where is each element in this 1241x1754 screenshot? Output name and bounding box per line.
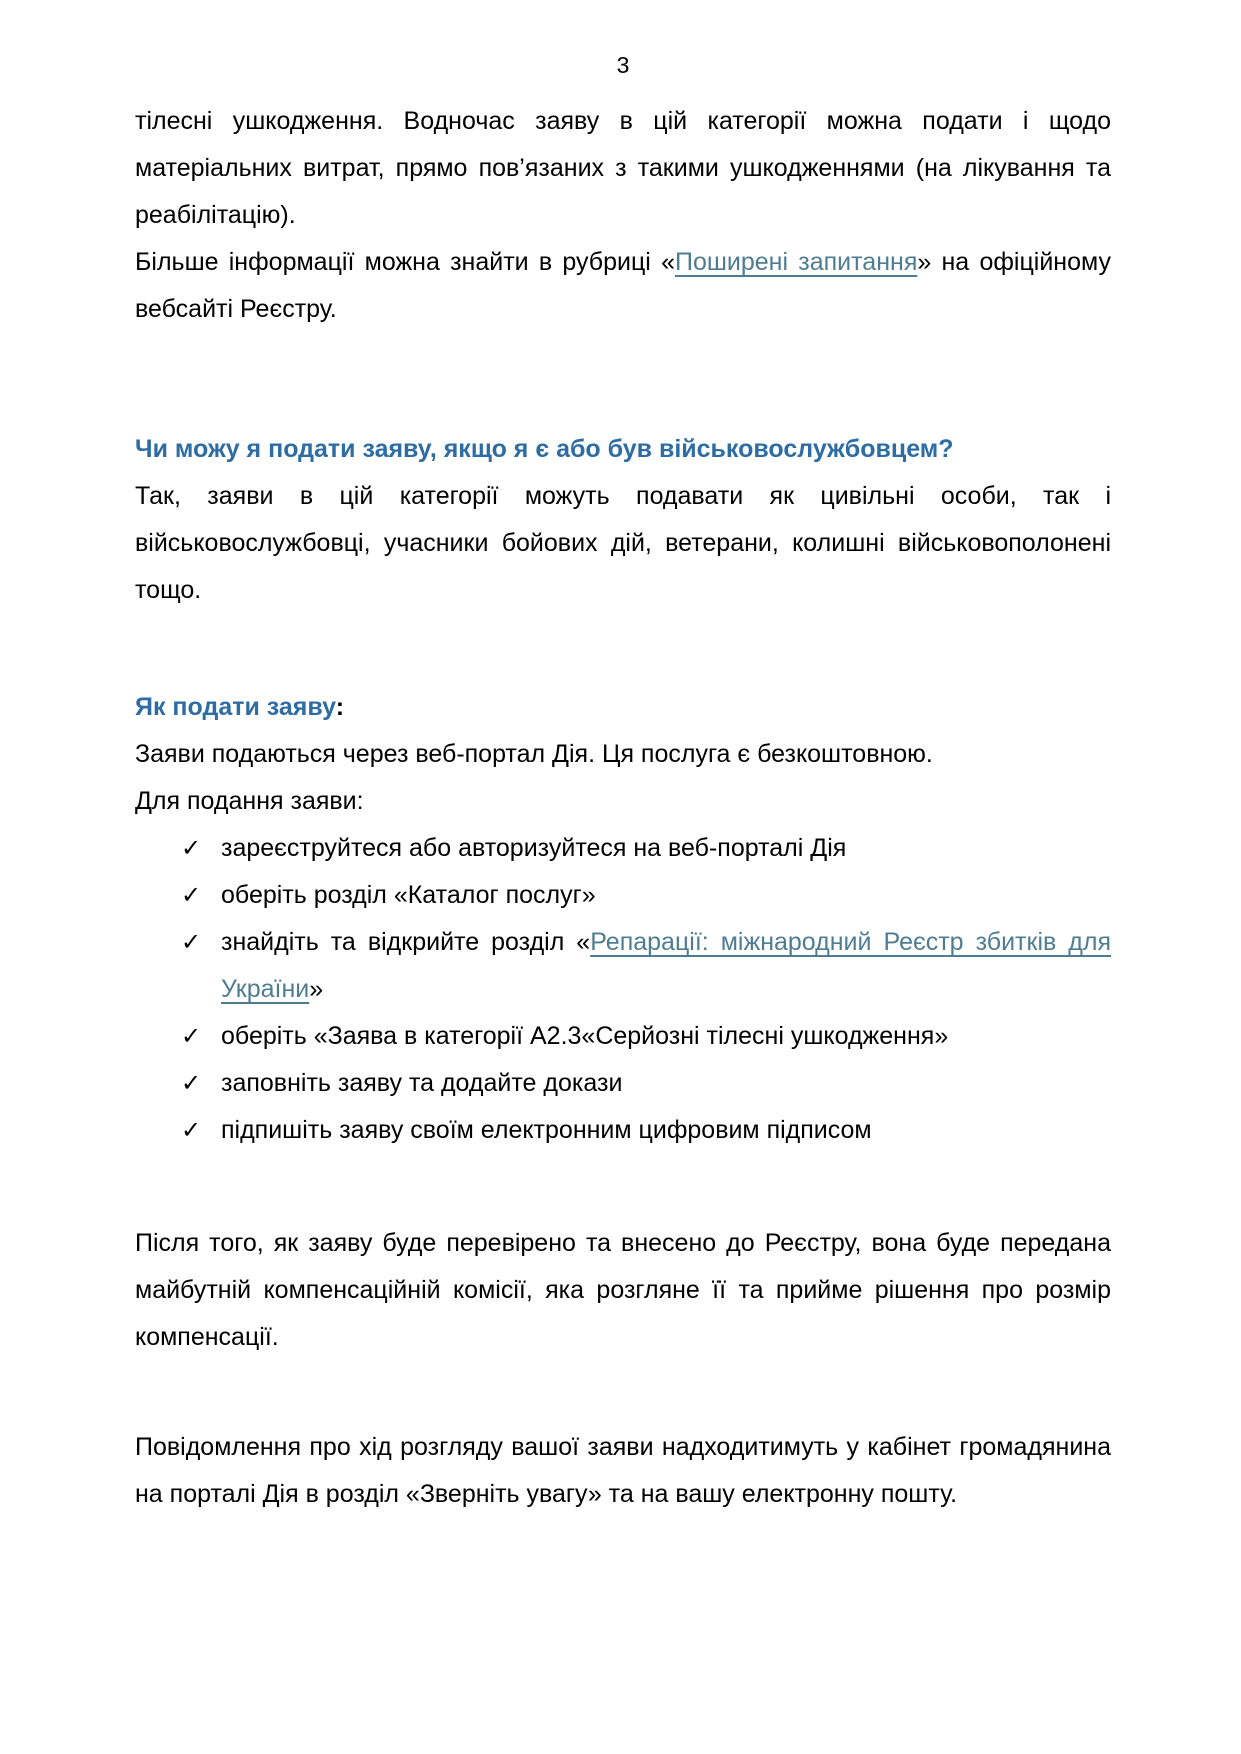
page-number: 3 [616,52,630,78]
heading-colon: : [335,693,345,721]
checkmark-icon: ✓ [181,835,202,862]
list-item [135,1107,1111,1154]
paragraph-diia-portal: Заяви подаються через веб-портал Дія. Ця послуга є безкоштовною. [135,740,933,768]
list-item-text: зареєструйтеся або авторизуйтеся на веб-порталі Дія [221,834,847,862]
list-item-text: оберіть розділ «Каталог послуг» [221,881,596,909]
list-item [135,1060,1111,1107]
paragraph-military-answer: Так, заяви в цій категорії можуть подавати як цивільні особи, так і військовослужбовці, учасники бойових дій, ветерани, колишні військовополонені тощо. [135,482,1111,604]
text-run: знайдіть та відкрийте розділ « [221,928,591,956]
paragraph-notifications: Повідомлення про хід розгляду вашої заяви надходитимуть у кабінет громадянина на порталі Дія в розділ «Зверніть увагу» та на вашу електронну пошту. [135,1433,1111,1508]
text-run: Більше інформації можна знайти в рубриці « [135,248,675,276]
register-section-link[interactable]: Репарації: міжнародний Реєстр збитків для України [221,928,1112,1003]
checkmark-icon: ✓ [181,882,202,909]
text-run: » на офіційному вебсайті Реєстру. [135,248,1111,323]
checkmark-icon: ✓ [181,1070,202,1097]
list-item-text: оберіть «Заява в категорії А2.3«Серйозні тілесні ушкодження» [221,1022,949,1050]
list-item-text: підпишіть заяву своїм електронним цифровим підписом [221,1116,872,1144]
list-item-text: заповніть заяву та додайте докази [221,1069,623,1097]
list-item [135,825,1111,872]
heading-military-question: Чи можу я подати заяву, якщо я є або був військовослужбовцем? [135,435,954,463]
steps-list [135,825,1111,1154]
list-item-text [221,919,1111,1013]
list-item [135,1013,1111,1060]
paragraph-intro-damage: тілесні ушкодження. Водночас заяву в цій категорії можна подати і щодо матеріальних витрат, прямо пов’язаних з такими ушкодженнями (на лікування та реабілітацію). [135,107,1111,229]
paragraph-steps-intro: Для подання заяви: [135,787,364,815]
heading-text: Як подати заяву [135,693,336,721]
document-content [135,50,1111,1518]
list-item [135,919,1111,1013]
heading-how-to-apply [135,684,1111,731]
checkmark-icon: ✓ [181,1117,202,1144]
checkmark-icon: ✓ [181,929,202,956]
paragraph-more-info [135,239,1111,333]
checkmark-icon: ✓ [181,1023,202,1050]
paragraph-after-verification: Після того, як заяву буде перевірено та внесено до Реєстру, вона буде передана майбутній компенсаційній комісії, яка розгляне її та прийме рішення про розмір компенсації. [135,1229,1111,1351]
faq-link[interactable]: Поширені запитання [674,248,918,276]
text-run: » [309,975,324,1003]
list-item [135,872,1111,919]
